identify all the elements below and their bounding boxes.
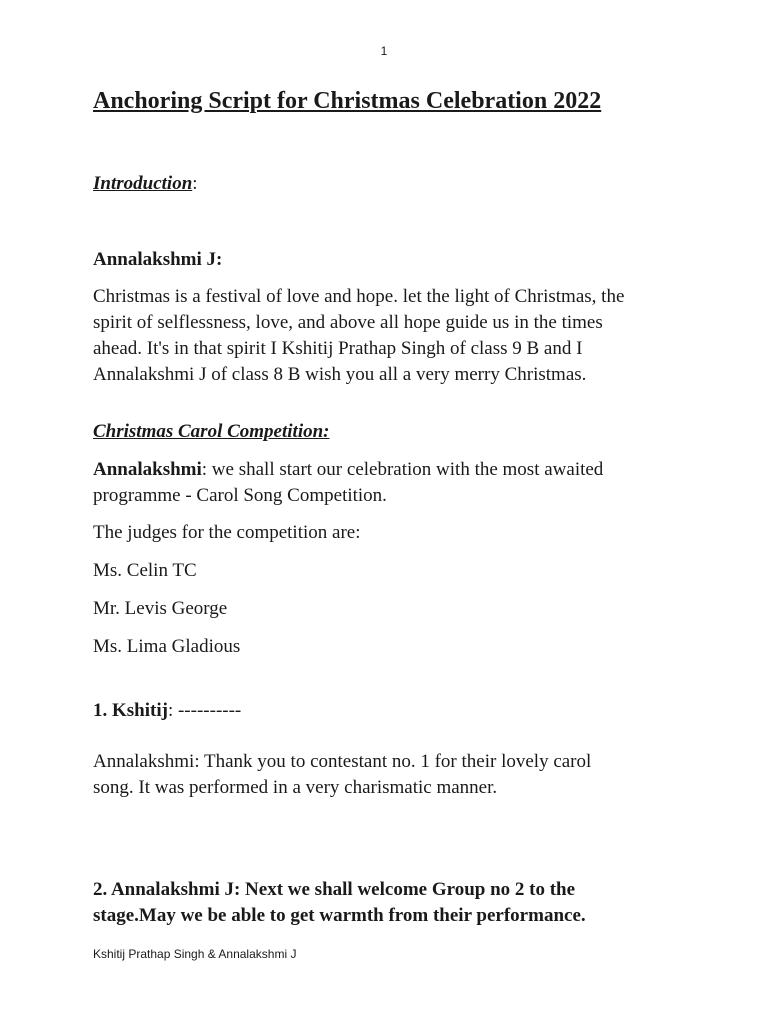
judge-name: Ms. Lima Gladious [93,636,241,657]
carol-intro-paragraph [93,457,683,509]
introduction-heading [93,171,683,197]
item-1-label: 1. Kshitij [93,700,168,721]
introduction-line: spirit of selflessness, love, and above all hope guide us in the times [93,312,603,333]
carol-speech-line: programme - Carol Song Competition. [93,485,387,506]
introduction-line: ahead. It's in that spirit I Kshitij Prathap Singh of class 9 B and I [93,338,583,359]
page-number: 1 [380,44,388,58]
carol-heading-text: Christmas Carol Competition: [93,421,330,442]
item-2 [93,877,683,929]
introduction-line: Annalakshmi J of class 8 B wish you all a very merry Christmas. [93,364,587,385]
carol-speech-text: : we shall start our celebration with the most awaited [201,459,604,480]
document-title: Anchoring Script for Christmas Celebration 2022 [93,88,602,114]
carol-section [93,419,683,660]
item-1 [93,698,683,801]
introduction-speaker: Annalakshmi J: [93,249,223,270]
carol-heading [93,419,683,445]
introduction-line: Christmas is a festival of love and hope. let the light of Christmas, the [93,286,625,307]
introduction-heading-colon: : [192,173,198,194]
document-body [93,84,683,929]
item-1-response [93,749,683,801]
judge-name: Ms. Celin TC [93,560,197,581]
item-1-text: : ---------- [167,700,242,721]
carol-speech-line [93,457,683,483]
introduction-paragraph [93,284,683,388]
item-2-line: 2. Annalakshmi J: Next we shall welcome Group no 2 to the [93,879,576,900]
introduction-section [93,171,683,388]
judges-intro: The judges for the competition are: [93,522,361,543]
item-2-line: stage.May we be able to get warmth from their performance. [93,905,586,926]
judge-name: Mr. Levis George [93,598,228,619]
carol-speaker: Annalakshmi [93,459,202,480]
page-footer: Kshitij Prathap Singh & Annalakshmi J [93,947,297,961]
item-1-heading [93,698,683,724]
item-1-response-line: song. It was performed in a very charismatic manner. [93,777,498,798]
introduction-heading-text: Introduction [93,173,193,194]
item-1-response-line: Annalakshmi: Thank you to contestant no. 1 for their lovely carol [93,751,592,772]
